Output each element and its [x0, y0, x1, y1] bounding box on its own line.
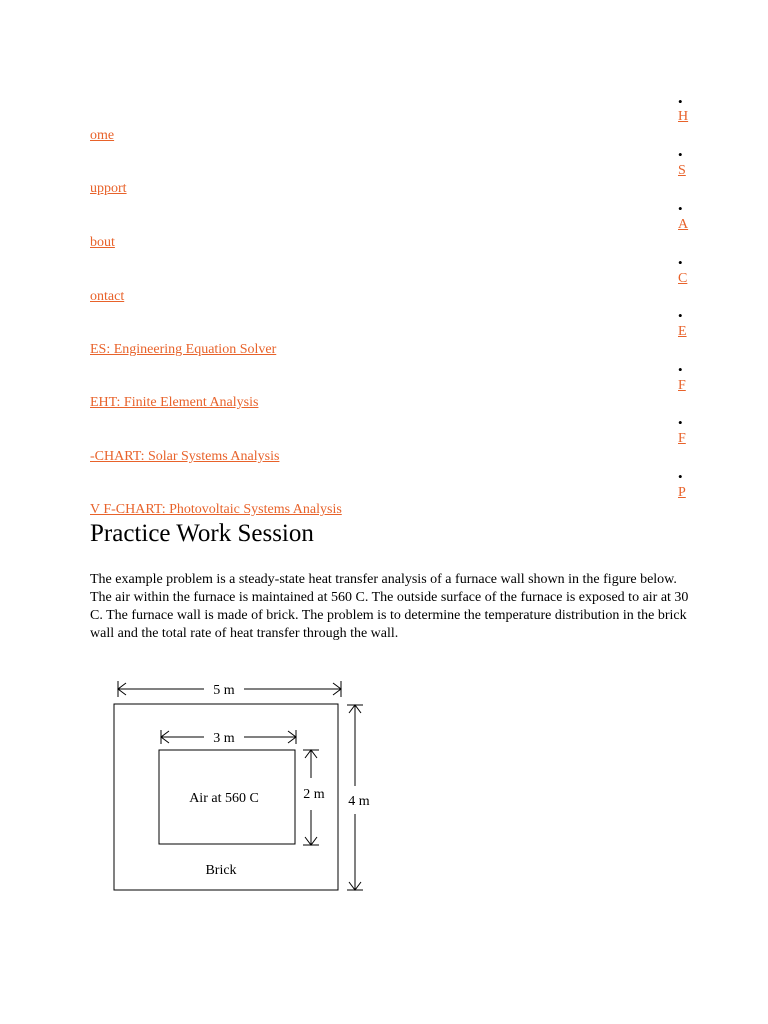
- bullet: •: [678, 308, 683, 323]
- nav-initial-f1[interactable]: F: [678, 378, 686, 393]
- bullet: •: [678, 255, 683, 270]
- nav-initial-a[interactable]: A: [678, 217, 689, 232]
- inner-width-label: 3 m: [213, 731, 235, 746]
- bullet: •: [678, 362, 683, 377]
- bullet: •: [678, 94, 683, 109]
- nav-initial-p[interactable]: P: [678, 485, 686, 500]
- nav-link-fchart[interactable]: -CHART: Solar Systems Analysis: [90, 449, 280, 464]
- outer-width-label: 5 m: [213, 683, 235, 698]
- bullet: •: [678, 415, 683, 430]
- nav-initial-h[interactable]: H: [678, 109, 689, 124]
- nav-link-about[interactable]: bout: [90, 235, 115, 250]
- nav-initial-f2[interactable]: F: [678, 431, 686, 446]
- nav-link-pvfchart[interactable]: V F-CHART: Photovoltaic Systems Analysis: [90, 502, 342, 517]
- nav-link-ees[interactable]: ES: Engineering Equation Solver: [90, 342, 277, 357]
- inner-air-label: Air at 560 C: [189, 791, 259, 806]
- problem-description: The example problem is a steady-state heat transfer analysis of a furnace wall shown in the figure below. The air within the furnace is maintained at 560 C. The outside surface of the furnace is exposed to air at 30 C. The furnace wall is made of brick. The problem is to determine the temperature distribution in the brick wall and the total rate of heat transfer through the wall.: [90, 572, 689, 641]
- nav-initial-c[interactable]: C: [678, 271, 688, 286]
- brick-label: Brick: [205, 863, 237, 878]
- bullet: •: [678, 469, 683, 484]
- nav-link-home[interactable]: ome: [90, 128, 115, 143]
- page-title: Practice Work Session: [90, 520, 314, 547]
- inner-height-label: 2 m: [303, 787, 325, 802]
- furnace-wall-figure: [90, 668, 385, 908]
- nav-link-support[interactable]: upport: [90, 181, 127, 196]
- bullet: •: [678, 201, 683, 216]
- nav-initial-s[interactable]: S: [678, 163, 686, 178]
- nav-bullets-right: [677, 0, 697, 520]
- bullet: •: [678, 147, 683, 162]
- nav-link-feht[interactable]: EHT: Finite Element Analysis: [90, 395, 259, 410]
- nav-link-contact[interactable]: ontact: [90, 289, 125, 304]
- outer-height-label: 4 m: [348, 794, 370, 809]
- nav-initial-e[interactable]: E: [678, 324, 687, 339]
